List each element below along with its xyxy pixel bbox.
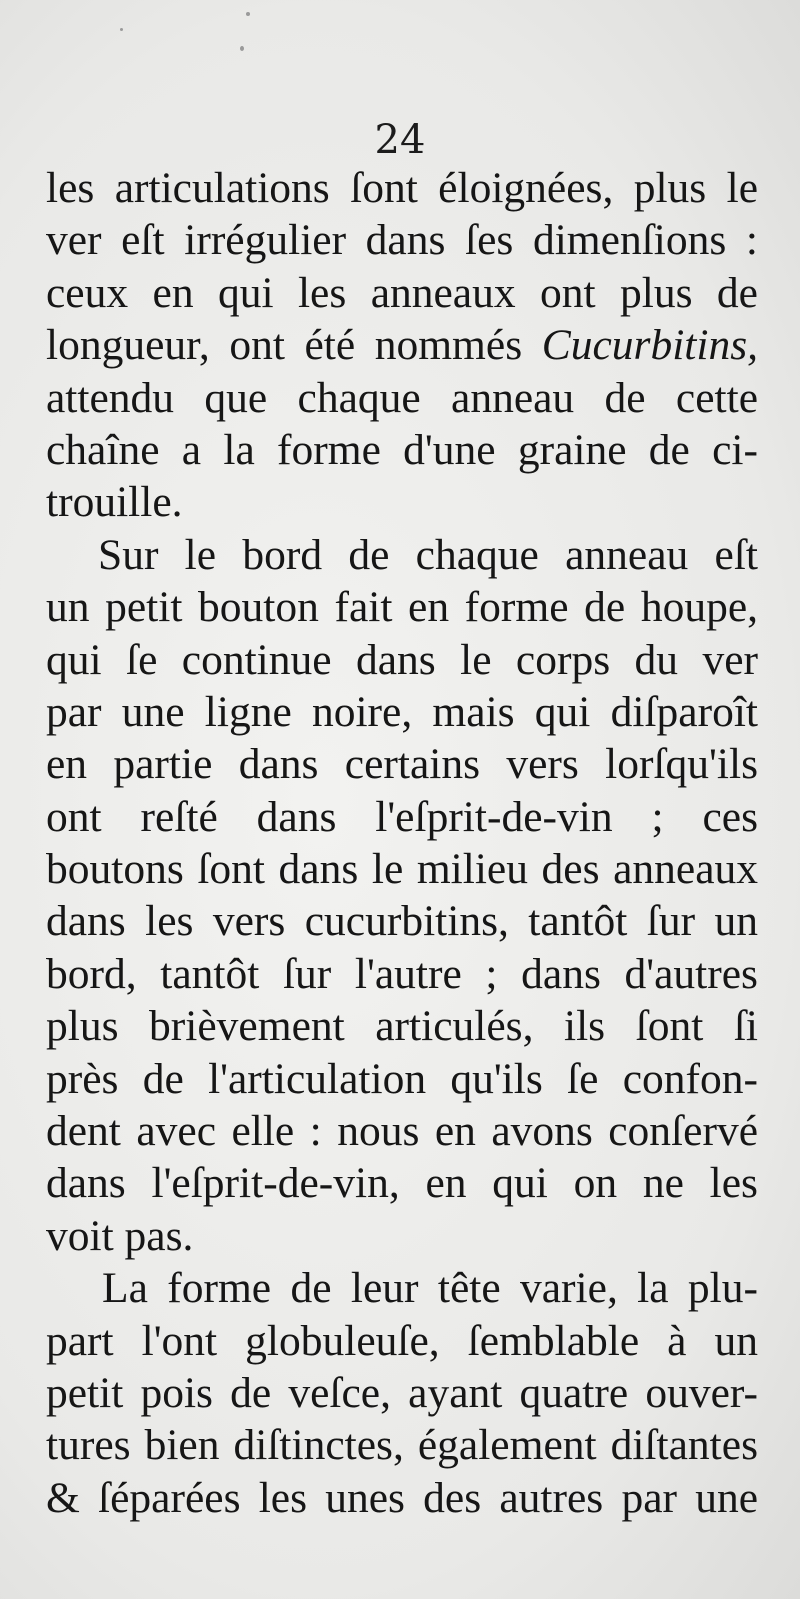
italic-term-punctuation: , bbox=[747, 321, 758, 370]
page-body-text bbox=[46, 162, 758, 1524]
text-line: qui ſe continue dans le corps du ver bbox=[46, 635, 758, 684]
text-line: attendu que chaque anneau de cette bbox=[46, 373, 758, 422]
text-line: près de l'articulation qu'ils ſe confon- bbox=[46, 1054, 758, 1103]
italic-term: Cucurbitins bbox=[541, 321, 748, 370]
paragraph-start: Sur le bord de chaque anneau eſt bbox=[98, 530, 758, 579]
text-line: ont reſté dans l'eſprit-de-vin ; ces bbox=[46, 792, 758, 841]
text-line: voit pas. bbox=[46, 1211, 194, 1260]
page-number: 24 bbox=[374, 117, 426, 163]
text-line: trouille. bbox=[46, 478, 183, 527]
text-line: chaîne a la forme d'une graine de ci- bbox=[46, 425, 758, 474]
text-line: part l'ont globuleuſe, ſemblable à un bbox=[46, 1316, 758, 1365]
paragraph-start: La forme de leur tête varie, la plu- bbox=[102, 1264, 758, 1313]
text-line: par une ligne noire, mais qui diſparoît bbox=[46, 687, 758, 736]
paper-speck bbox=[240, 46, 244, 51]
text-line: & ſéparées les unes des autres par une bbox=[46, 1473, 758, 1522]
text-line: bord, tantôt ſur l'autre ; dans d'autres bbox=[46, 949, 758, 998]
text-segment: longueur, ont été nommés bbox=[46, 321, 542, 370]
text-line-with-italic bbox=[46, 319, 758, 371]
text-line: les articulations ſont éloignées, plus le bbox=[46, 164, 758, 212]
text-line: tures bien diſtinctes, également diſtantes bbox=[46, 1421, 758, 1470]
text-line: dent avec elle : nous en avons conſervé bbox=[46, 1107, 758, 1156]
paper-speck bbox=[246, 12, 250, 16]
text-line: plus brièvement articulés, ils ſont ſi bbox=[46, 1002, 758, 1051]
text-line: un petit bouton fait en forme de houpe, bbox=[46, 583, 758, 632]
text-line: petit pois de veſce, ayant quatre ouver- bbox=[46, 1368, 758, 1417]
paper-speck bbox=[120, 28, 123, 31]
text-line: en partie dans certains vers lorſqu'ils bbox=[46, 740, 758, 789]
text-line: ver eſt irrégulier dans ſes dimenſions : bbox=[46, 216, 758, 265]
text-line: dans l'eſprit-de-vin, en qui on ne les bbox=[46, 1159, 758, 1208]
text-line: ceux en qui les anneaux ont plus de bbox=[46, 268, 758, 317]
text-line: boutons ſont dans le milieu des anneaux bbox=[46, 845, 758, 894]
text-line: dans les vers cucurbitins, tantôt ſur un bbox=[46, 897, 758, 946]
